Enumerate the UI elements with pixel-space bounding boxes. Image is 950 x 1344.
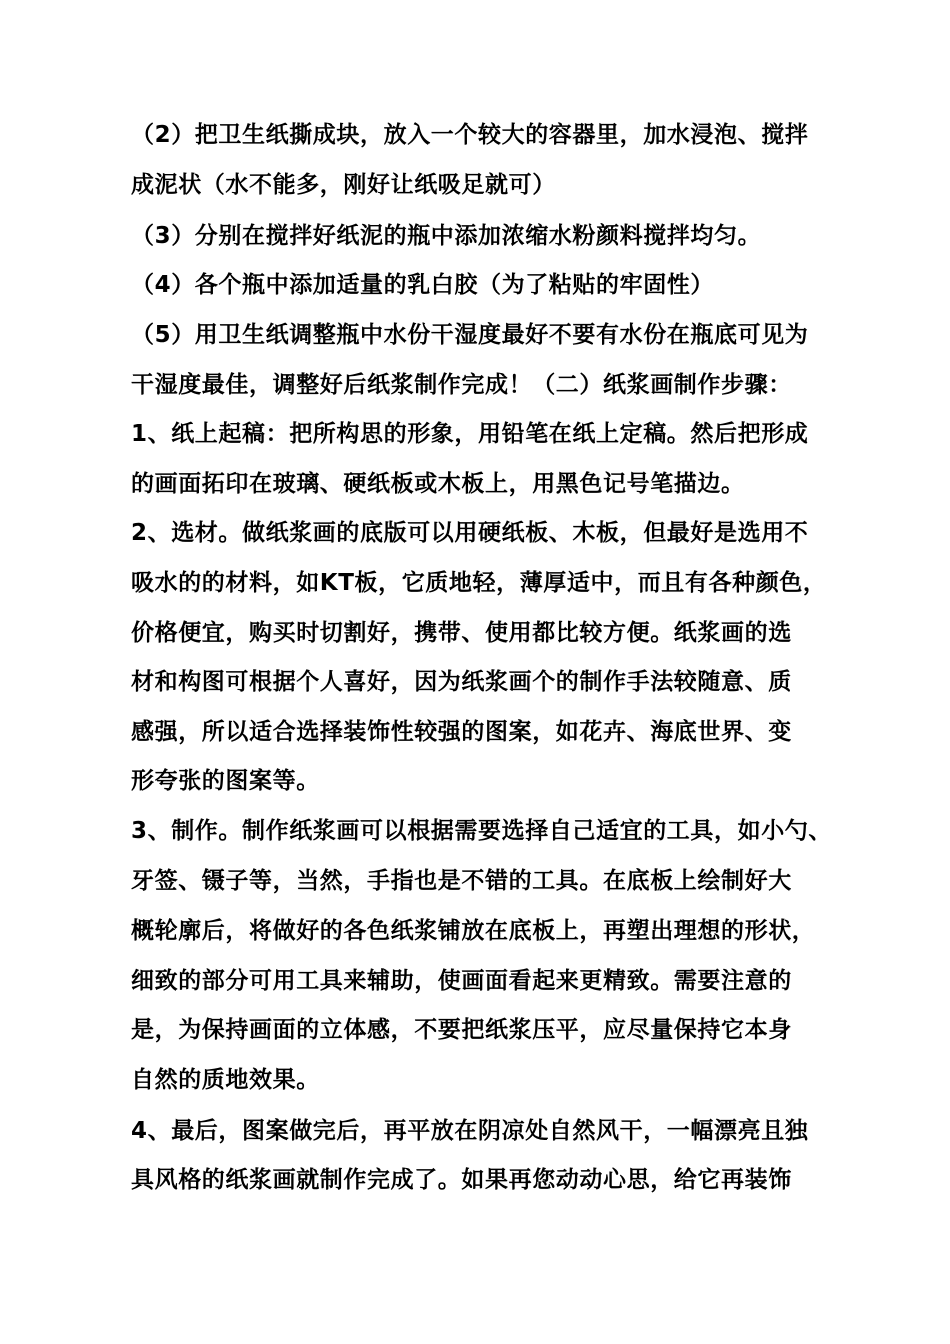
text-line: （2）把卫生纸撕成块，放入一个较大的容器里，加水浸泡、搅拌	[131, 122, 809, 148]
text-line: 2、选材。做纸浆画的底版可以用硬纸板、木板，但最好是选用不	[131, 520, 809, 546]
text-line: 是，为保持画面的立体感，不要把纸浆压平，应尽量保持它本身	[131, 1017, 792, 1043]
text-line: 牙签、镊子等，当然，手指也是不错的工具。在底板上绘制好大	[131, 868, 792, 894]
text-line: 形夸张的图案等。	[131, 768, 320, 794]
text-line: 材和构图可根据个人喜好，因为纸浆画个的制作手法较随意、质	[131, 669, 792, 695]
text-line: 的画面拓印在玻璃、硬纸板或木板上，用黑色记号笔描边。	[131, 471, 745, 497]
text-line: （5）用卫生纸调整瓶中水份干湿度最好不要有水份在瓶底可见为	[131, 322, 809, 348]
text-line: 4、最后，图案做完后，再平放在阴凉处自然风干，一幅漂亮且独	[131, 1118, 809, 1144]
text-line: 感强，所以适合选择装饰性较强的图案，如花卉、海底世界、变	[131, 719, 792, 745]
text-line: 概轮廓后，将做好的各色纸浆铺放在底板上，再塑出理想的形状，	[131, 918, 816, 944]
text-line: 具风格的纸浆画就制作完成了。如果再您动动心思，给它再装饰	[131, 1167, 792, 1193]
text-line: 吸水的的材料，如KT板，它质地轻，薄厚适中，而且有各种颜色，	[131, 570, 827, 596]
text-line: 3、制作。制作纸浆画可以根据需要选择自己适宜的工具，如小勺、	[131, 818, 833, 844]
text-line: 细致的部分可用工具来辅助，使画面看起来更精致。需要注意的	[131, 968, 792, 994]
text-line: 1、纸上起稿：把所构思的形象，用铅笔在纸上定稿。然后把形成	[131, 421, 809, 447]
text-line: 干湿度最佳，调整好后纸浆制作完成！（二）纸浆画制作步骤：	[131, 372, 792, 398]
text-line: 价格便宜，购买时切割好，携带、使用都比较方便。纸浆画的选	[131, 620, 792, 646]
text-line: 自然的质地效果。	[131, 1067, 320, 1093]
text-line: 成泥状（水不能多，刚好让纸吸足就可）	[131, 172, 556, 198]
text-line: （3）分别在搅拌好纸泥的瓶中添加浓缩水粉颜料搅拌均匀。	[131, 223, 762, 249]
text-line: （4）各个瓶中添加适量的乳白胶（为了粘贴的牢固性）	[131, 272, 715, 298]
